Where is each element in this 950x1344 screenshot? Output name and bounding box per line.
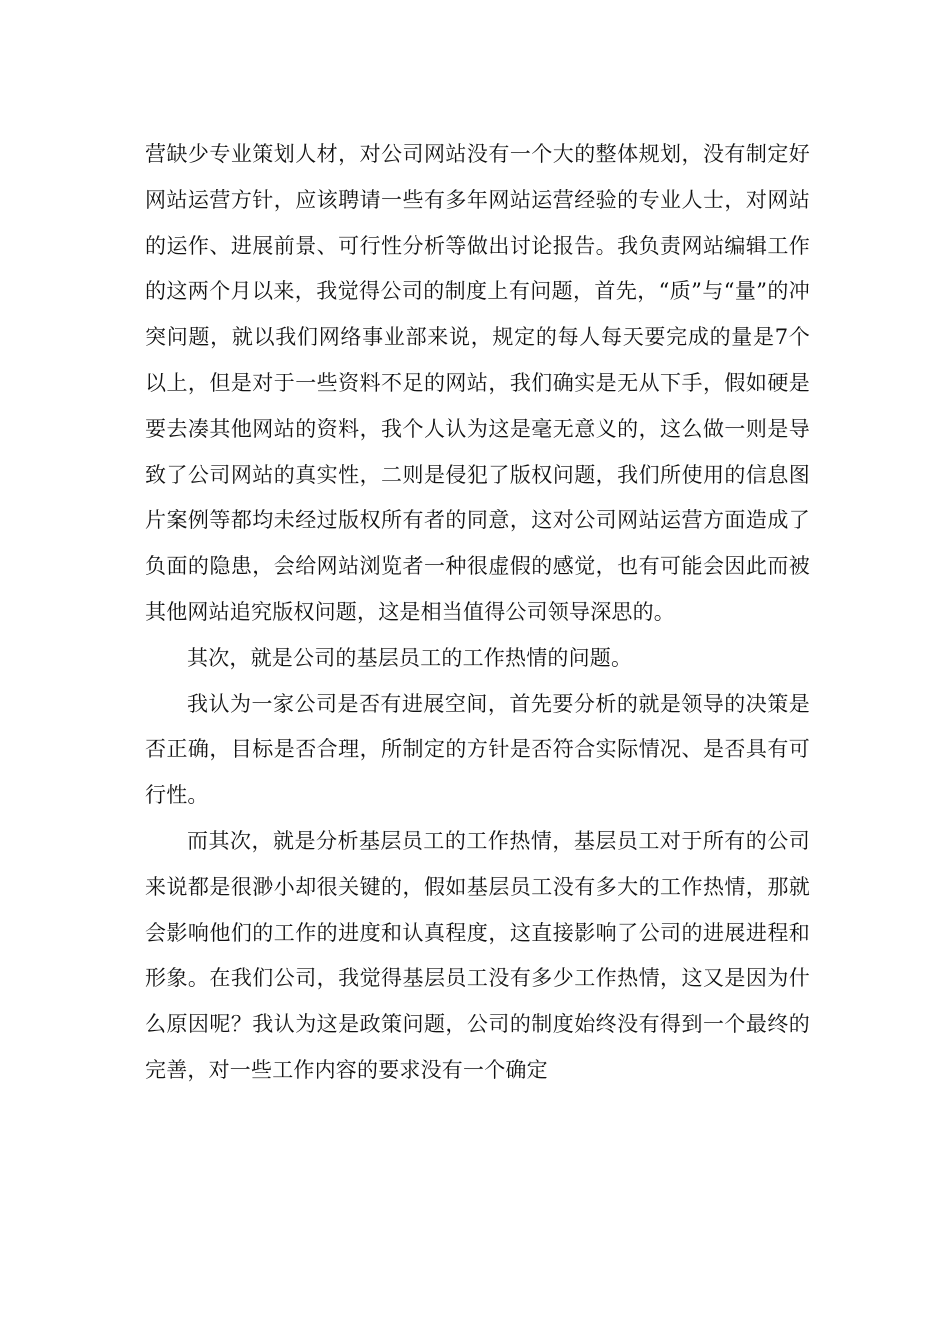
paragraph-company-development: 我认为一家公司是否有进展空间，首先要分析的就是领导的决策是否正确，目标是否合理，所制定的方针是否符合实际情况、是否具有可行性。 xyxy=(145,691,810,808)
paragraph-staff-enthusiasm: 而其次，就是分析基层员工的工作热情，基层员工对于所有的公司来说都是很渺小却很关键的，假如基层员工没有多大的工作热情，那就会影响他们的工作的进度和认真程度，这直接影响了公司的进展进程和形象。在我们公司，我觉得基层员工没有多少工作热情，这又是因为什么原因呢？我认为这是政策问题，公司的制度始终没有得到一个最终的完善，对一些工作内容的要求没有一个确定 xyxy=(145,828,810,1082)
paragraph-continued: 营缺少专业策划人材，对公司网站没有一个大的整体规划，没有制定好网站运营方针，应该聘请一些有多年网站运营经验的专业人士，对网站的运作、进展前景、可行性分析等做出讨论报告。我负责网站编辑工作的这两个月以来，我觉得公司的制度上有问题，首先，“质”与“量”的冲突问题，就以我们网络事业部来说，规定的每人每天要完成的量是7个以上，但是对于一些资料不足的网站，我们确实是无从下手，假如硬是要去凑其他网站的资料，我个人认为这是毫无意义的，这么做一则是导致了公司网站的真实性，二则是侵犯了版权问题，我们所使用的信息图片案例等都均未经过版权所有者的同意，这对公司网站运营方面造成了负面的隐患，会给网站浏览者一种很虚假的感觉，也有可能会因此而被其他网站追究版权问题，这是相当值得公司领导深思的。 xyxy=(145,142,810,624)
document-body xyxy=(145,132,810,1094)
paragraph-work-enthusiasm-heading: 其次，就是公司的基层员工的工作热情的问题。 xyxy=(187,645,633,670)
